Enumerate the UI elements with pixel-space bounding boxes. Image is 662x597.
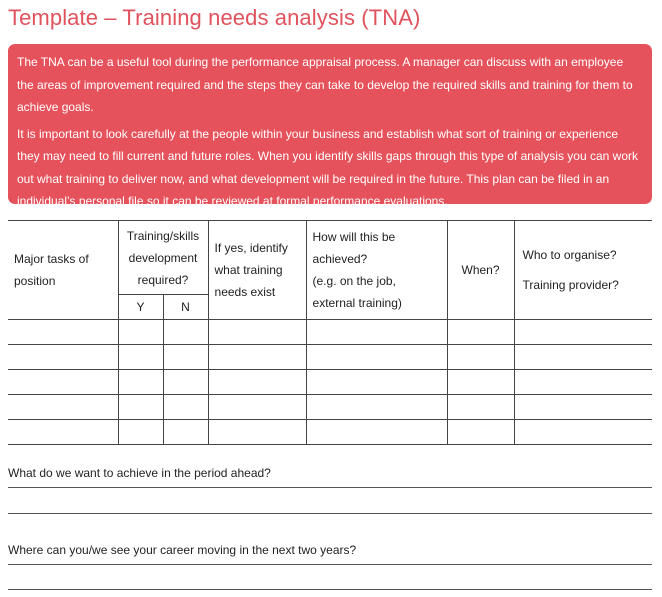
table-cell[interactable]	[306, 420, 447, 445]
header-when: When?	[447, 221, 514, 320]
table-row	[8, 370, 652, 395]
answer-line[interactable]	[8, 589, 652, 590]
tna-table	[8, 220, 652, 445]
table-cell[interactable]	[208, 420, 306, 445]
answer-line[interactable]	[8, 487, 652, 488]
table-row	[8, 320, 652, 345]
table-cell[interactable]	[118, 395, 163, 420]
table-cell[interactable]	[447, 370, 514, 395]
header-how-achieved-line2: (e.g. on the job, external training)	[312, 274, 402, 310]
page-title: Template – Training needs analysis (TNA)	[8, 5, 421, 30]
table-cell[interactable]	[163, 420, 208, 445]
table-cell[interactable]	[118, 345, 163, 370]
table-cell[interactable]	[306, 320, 447, 345]
table-cell[interactable]	[208, 395, 306, 420]
table-cell[interactable]	[514, 320, 652, 345]
table-cell[interactable]	[447, 320, 514, 345]
table-row	[8, 420, 652, 445]
tna-table-body	[8, 320, 652, 445]
table-cell[interactable]	[306, 370, 447, 395]
table-cell[interactable]	[8, 370, 118, 395]
table-cell[interactable]	[447, 420, 514, 445]
table-cell[interactable]	[163, 320, 208, 345]
intro-paragraph-2: It is important to look carefully at the people within your business and establish what sort of training or experience they may need to fill current and future roles. When you identify skills gaps through this type of analysis you can work out what training to deliver now, and what development will be required in the future. This plan can be filed in an individual’s personal file so it can be reviewed at formal performance evaluations.	[17, 126, 638, 208]
table-cell[interactable]	[118, 420, 163, 445]
table-cell[interactable]	[208, 320, 306, 345]
table-cell[interactable]	[514, 395, 652, 420]
header-how-achieved-line1: How will this be achieved?	[312, 230, 396, 266]
answer-line[interactable]	[8, 513, 652, 514]
table-cell[interactable]	[8, 420, 118, 445]
intro-paragraph-1: The TNA can be a useful tool during the performance appraisal process. A manager can discuss with an employee the areas of improvement required and the steps they can take to develop the required skills and training for them to achieve goals.	[17, 55, 633, 114]
header-y: Y	[118, 295, 163, 320]
header-major-tasks: Major tasks of position	[8, 221, 118, 320]
table-cell[interactable]	[118, 320, 163, 345]
table-cell[interactable]	[163, 370, 208, 395]
header-who-organise-line1: Who to organise?	[522, 248, 617, 262]
question-career-moving: Where can you/we see your career moving in the next two years?	[8, 543, 357, 557]
table-cell[interactable]	[514, 420, 652, 445]
table-cell[interactable]	[208, 345, 306, 370]
header-n: N	[163, 295, 208, 320]
table-cell[interactable]	[514, 345, 652, 370]
table-cell[interactable]	[163, 345, 208, 370]
header-how-achieved	[306, 221, 447, 320]
table-cell[interactable]	[8, 345, 118, 370]
table-cell[interactable]	[306, 395, 447, 420]
table-row	[8, 395, 652, 420]
table-cell[interactable]	[447, 395, 514, 420]
table-cell[interactable]	[118, 370, 163, 395]
table-cell[interactable]	[208, 370, 306, 395]
header-who-organise	[514, 221, 652, 320]
header-training-provider: Training provider?	[522, 278, 619, 292]
header-if-yes: If yes, identify what training needs exist	[208, 221, 306, 320]
header-training-required: Training/skills development required?	[118, 221, 208, 295]
table-row	[8, 345, 652, 370]
table-cell[interactable]	[163, 395, 208, 420]
table-cell[interactable]	[514, 370, 652, 395]
answer-line[interactable]	[8, 564, 652, 565]
intro-box	[8, 44, 652, 208]
question-period-ahead: What do we want to achieve in the period ahead?	[8, 466, 271, 480]
table-cell[interactable]	[8, 320, 118, 345]
table-cell[interactable]	[447, 345, 514, 370]
table-cell[interactable]	[306, 345, 447, 370]
table-cell[interactable]	[8, 395, 118, 420]
